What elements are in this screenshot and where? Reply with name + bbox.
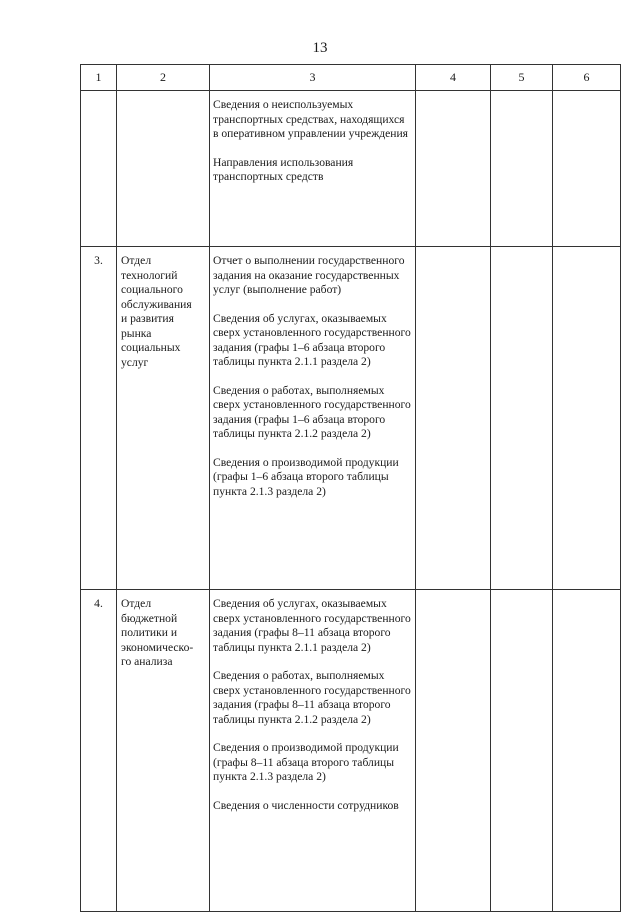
department-name-line: политики и [121, 626, 178, 639]
empty-cell [553, 247, 621, 590]
report-item: Сведения о неиспользуемых транспортных средствах, находящихся в оперативном управлении учреждения [213, 98, 408, 140]
empty-cell [491, 247, 553, 590]
empty-cell [416, 91, 491, 247]
empty-cell [491, 590, 553, 912]
report-items-cell [210, 91, 416, 247]
department-name-line: технологий [121, 268, 178, 282]
empty-cell [416, 247, 491, 590]
report-items-cell [210, 247, 416, 590]
department-name-line: го анализа [121, 655, 173, 668]
column-header: 3 [210, 65, 416, 91]
row-number: 4. [81, 590, 117, 912]
column-header: 1 [81, 65, 117, 91]
empty-cell [416, 590, 491, 912]
row-number [81, 91, 117, 247]
column-header: 4 [416, 65, 491, 91]
empty-cell [553, 590, 621, 912]
report-item: Сведения о численности сотрудников [213, 798, 399, 812]
department-name-line: экономическо- [121, 640, 194, 654]
department-name-line: рынка [121, 326, 152, 340]
empty-cell [553, 91, 621, 247]
department-name-line: бюджетной [121, 611, 178, 625]
department-cell [117, 590, 210, 912]
report-item: Сведения об услугах, оказываемых сверх установленного государственного задания (графы 8–11 абзаца второго таблицы пункта 2.1.1 раздела 2) [213, 597, 411, 654]
report-item: Сведения о работах, выполняемых сверх установленного государственного задания (графы 1–6 абзаца второго таблицы пункта 2.1.2 раздела 2) [213, 383, 411, 440]
table-row [81, 91, 621, 247]
page-number: 13 [312, 40, 328, 56]
report-item: Сведения о производимой продукции (графы 1–6 абзаца второго таблицы пункта 2.1.3 раздела 2) [213, 455, 399, 498]
table-row [81, 247, 621, 590]
department-name-line: Отдел [121, 254, 152, 267]
department-cell [117, 91, 210, 247]
report-item: Отчет о выполнении государственного задания на оказание государственных услуг (выполнение работ) [213, 254, 405, 296]
department-name-line: и развития [121, 312, 174, 325]
report-item: Сведения об услугах, оказываемых сверх установленного государственного задания (графы 1–6 абзаца второго таблицы пункта 2.1.1 раздела 2) [213, 311, 411, 368]
row-number: 3. [81, 247, 117, 590]
department-name-line: социальных [121, 341, 181, 354]
report-item: Направления использования транспортных средств [213, 155, 354, 183]
document-table [80, 64, 621, 912]
column-header: 2 [117, 65, 210, 91]
department-name-line: социального [121, 283, 183, 296]
report-items-cell [210, 590, 416, 912]
report-item: Сведения о работах, выполняемых сверх установленного государственного задания (графы 8–11 абзаца второго таблицы пункта 2.1.2 раздела 2) [213, 669, 411, 726]
table-header-row [81, 65, 621, 91]
department-name-line: обслуживания [121, 297, 192, 311]
department-cell [117, 247, 210, 590]
report-item: Сведения о производимой продукции (графы 8–11 абзаца второго таблицы пункта 2.1.3 раздела 2) [213, 741, 399, 783]
table-row [81, 590, 621, 912]
department-name-line: услуг [121, 355, 149, 369]
department-name-line: Отдел [121, 597, 152, 610]
column-header: 6 [553, 65, 621, 91]
empty-cell [491, 91, 553, 247]
column-header: 5 [491, 65, 553, 91]
